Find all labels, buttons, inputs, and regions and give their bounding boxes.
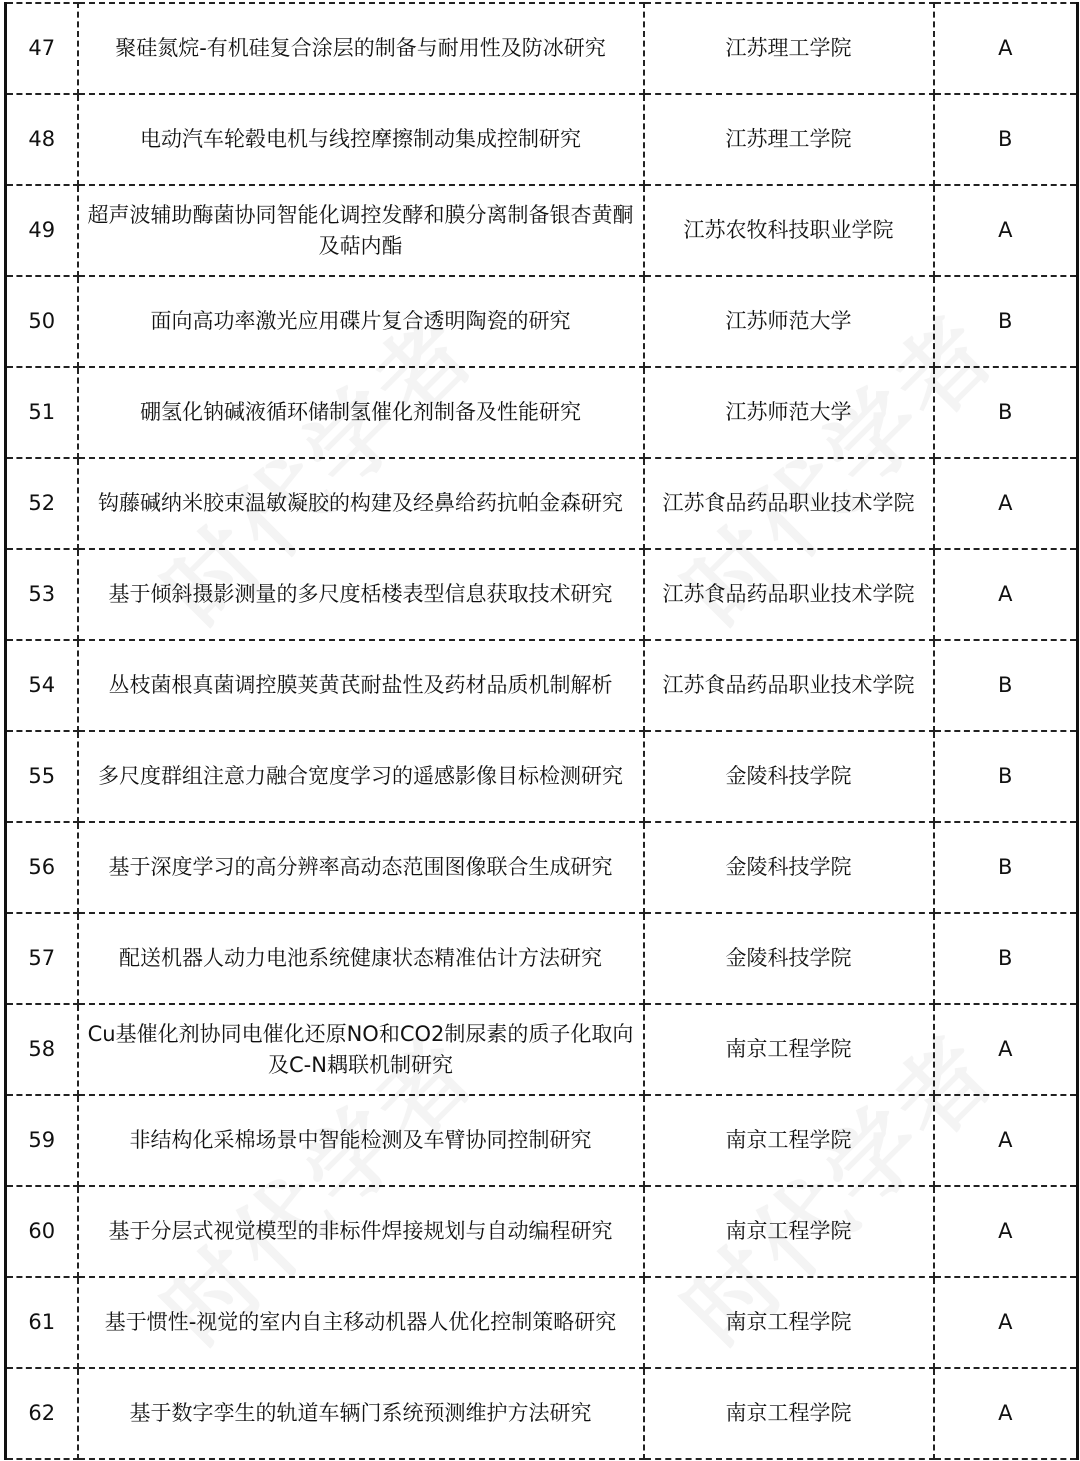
table-row [6, 1277, 1078, 1368]
project-title-cell: 面向高功率激光应用碟片复合透明陶瓷的研究 [78, 276, 644, 367]
row-number-cell: 62 [6, 1368, 78, 1459]
project-title-cell: 基于数字孪生的轨道车辆门系统预测维护方法研究 [78, 1368, 644, 1459]
row-number-cell: 49 [6, 185, 78, 276]
project-title-cell: 非结构化采棉场景中智能检测及车臂协同控制研究 [78, 1095, 644, 1186]
project-title-cell: Cu基催化剂协同电催化还原NO和CO2制尿素的质子化取向及C-N耦联机制研究 [78, 1004, 644, 1095]
project-title-cell: 多尺度群组注意力融合宽度学习的遥感影像目标检测研究 [78, 731, 644, 822]
grade-cell: B [934, 731, 1078, 822]
row-number-cell: 47 [6, 3, 78, 94]
grade-cell: B [934, 822, 1078, 913]
row-number-cell: 50 [6, 276, 78, 367]
table-row [6, 640, 1078, 731]
institution-cell: 南京工程学院 [644, 1277, 934, 1368]
institution-cell: 江苏农牧科技职业学院 [644, 185, 934, 276]
project-title-cell: 丛枝菌根真菌调控膜荚黄芪耐盐性及药材品质机制解析 [78, 640, 644, 731]
grade-cell: B [934, 94, 1078, 185]
grade-cell: A [934, 458, 1078, 549]
grade-cell: A [934, 3, 1078, 94]
project-title-cell: 超声波辅助酶菌协同智能化调控发酵和膜分离制备银杏黄酮及萜内酯 [78, 185, 644, 276]
institution-cell: 江苏理工学院 [644, 94, 934, 185]
grade-cell: A [934, 1277, 1078, 1368]
row-number-cell: 51 [6, 367, 78, 458]
table-row [6, 822, 1078, 913]
table-body [6, 3, 1078, 1459]
institution-cell: 南京工程学院 [644, 1368, 934, 1459]
grade-cell: B [934, 913, 1078, 1004]
institution-cell: 江苏食品药品职业技术学院 [644, 458, 934, 549]
row-number-cell: 53 [6, 549, 78, 640]
project-table [4, 2, 1079, 1460]
table-row [6, 185, 1078, 276]
grade-cell: A [934, 1368, 1078, 1459]
table-row [6, 1004, 1078, 1095]
row-number-cell: 58 [6, 1004, 78, 1095]
table-row [6, 276, 1078, 367]
row-number-cell: 56 [6, 822, 78, 913]
grade-cell: B [934, 276, 1078, 367]
row-number-cell: 52 [6, 458, 78, 549]
table-row [6, 549, 1078, 640]
institution-cell: 江苏理工学院 [644, 3, 934, 94]
table-row [6, 94, 1078, 185]
row-number-cell: 60 [6, 1186, 78, 1277]
project-title-cell: 硼氢化钠碱液循环储制氢催化剂制备及性能研究 [78, 367, 644, 458]
row-number-cell: 57 [6, 913, 78, 1004]
table-row [6, 1095, 1078, 1186]
grade-cell: B [934, 367, 1078, 458]
table-row [6, 913, 1078, 1004]
grade-cell: A [934, 1095, 1078, 1186]
table-row [6, 1186, 1078, 1277]
grade-cell: B [934, 640, 1078, 731]
grade-cell: A [934, 1186, 1078, 1277]
institution-cell: 南京工程学院 [644, 1004, 934, 1095]
institution-cell: 金陵科技学院 [644, 822, 934, 913]
institution-cell: 江苏师范大学 [644, 367, 934, 458]
project-title-cell: 电动汽车轮毂电机与线控摩擦制动集成控制研究 [78, 94, 644, 185]
institution-cell: 南京工程学院 [644, 1186, 934, 1277]
grade-cell: A [934, 549, 1078, 640]
project-title-cell: 基于惯性-视觉的室内自主移动机器人优化控制策略研究 [78, 1277, 644, 1368]
project-title-cell: 基于深度学习的高分辨率高动态范围图像联合生成研究 [78, 822, 644, 913]
institution-cell: 江苏师范大学 [644, 276, 934, 367]
institution-cell: 南京工程学院 [644, 1095, 934, 1186]
table-row [6, 367, 1078, 458]
project-title-cell: 钩藤碱纳米胶束温敏凝胶的构建及经鼻给药抗帕金森研究 [78, 458, 644, 549]
table-row [6, 1368, 1078, 1459]
institution-cell: 金陵科技学院 [644, 731, 934, 822]
project-title-cell: 配送机器人动力电池系统健康状态精准估计方法研究 [78, 913, 644, 1004]
project-title-cell: 聚硅氮烷-有机硅复合涂层的制备与耐用性及防冰研究 [78, 3, 644, 94]
grade-cell: A [934, 185, 1078, 276]
table-row [6, 731, 1078, 822]
grade-cell: A [934, 1004, 1078, 1095]
row-number-cell: 61 [6, 1277, 78, 1368]
row-number-cell: 59 [6, 1095, 78, 1186]
institution-cell: 金陵科技学院 [644, 913, 934, 1004]
project-title-cell: 基于倾斜摄影测量的多尺度栝楼表型信息获取技术研究 [78, 549, 644, 640]
table-row [6, 458, 1078, 549]
row-number-cell: 54 [6, 640, 78, 731]
row-number-cell: 55 [6, 731, 78, 822]
project-title-cell: 基于分层式视觉模型的非标件焊接规划与自动编程研究 [78, 1186, 644, 1277]
institution-cell: 江苏食品药品职业技术学院 [644, 549, 934, 640]
row-number-cell: 48 [6, 94, 78, 185]
table-row [6, 3, 1078, 94]
institution-cell: 江苏食品药品职业技术学院 [644, 640, 934, 731]
